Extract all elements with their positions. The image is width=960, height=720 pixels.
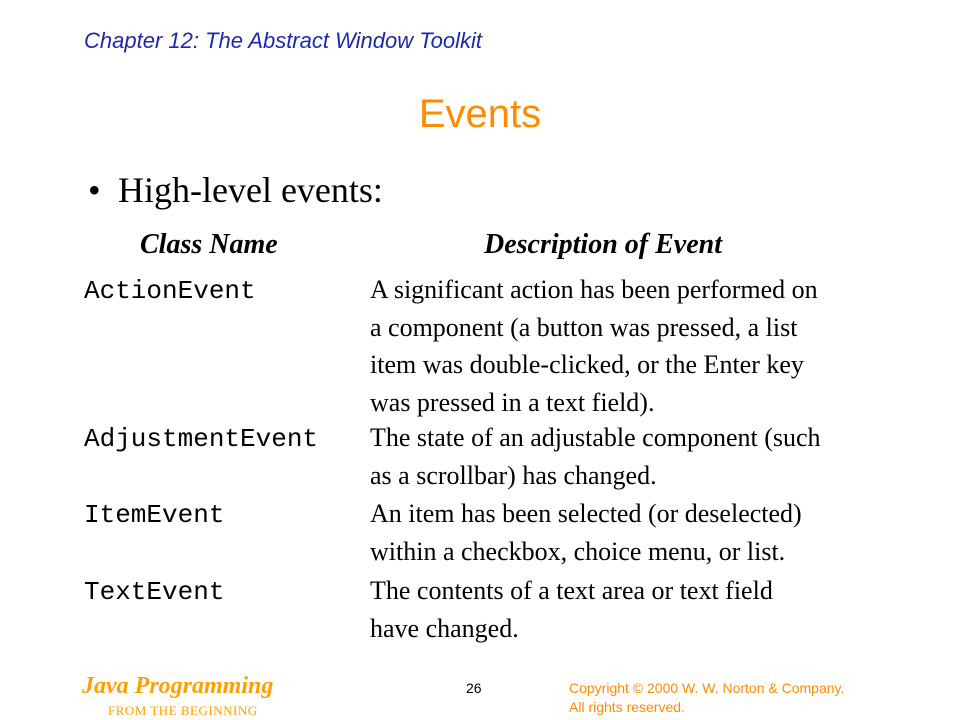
column-header-class-name: Class Name — [140, 229, 278, 260]
description-line: have changed. — [370, 613, 519, 643]
description-line: as a scrollbar) has changed. — [370, 460, 657, 490]
copyright-line: All rights reserved. — [569, 699, 685, 715]
bullet-item — [88, 169, 383, 211]
description-line: The contents of a text area or text field — [370, 576, 773, 605]
class-name-action-event: ActionEvent — [84, 276, 256, 306]
description-line: was pressed in a text field). — [370, 387, 655, 417]
class-name-adjustment-event: AdjustmentEvent — [84, 424, 319, 454]
class-name-text-event: TextEvent — [84, 577, 225, 607]
description-line: item was double-clicked, or the Enter key — [370, 350, 804, 379]
bullet-icon: • — [88, 170, 101, 210]
copyright-line: Copyright © 2000 W. W. Norton & Company. — [569, 680, 845, 696]
description-line: within a checkbox, choice menu, or list. — [370, 536, 786, 566]
description-line: A significant action has been performed on — [370, 275, 818, 304]
class-name-item-event: ItemEvent — [84, 500, 225, 530]
copyright-notice — [569, 679, 844, 717]
description-line: a component (a button was pressed, a list — [370, 312, 798, 342]
bullet-text: High-level events: — [118, 170, 383, 210]
chapter-heading: Chapter 12: The Abstract Window Toolkit — [84, 28, 483, 53]
slide-title: Events — [418, 92, 542, 136]
description-line: An item has been selected (or deselected) — [370, 499, 802, 528]
description-action-event — [370, 271, 920, 421]
description-text-event — [370, 572, 920, 647]
description-adjustment-event — [370, 419, 920, 494]
column-header-description: Description of Event — [484, 229, 722, 260]
footer-brand-subtitle: FROM THE BEGINNING — [108, 703, 258, 718]
page-number: 26 — [466, 680, 482, 696]
description-line: The state of an adjustable component (such — [370, 423, 821, 452]
footer-brand-logo: Java Programming — [82, 673, 274, 699]
description-item-event — [370, 495, 920, 570]
